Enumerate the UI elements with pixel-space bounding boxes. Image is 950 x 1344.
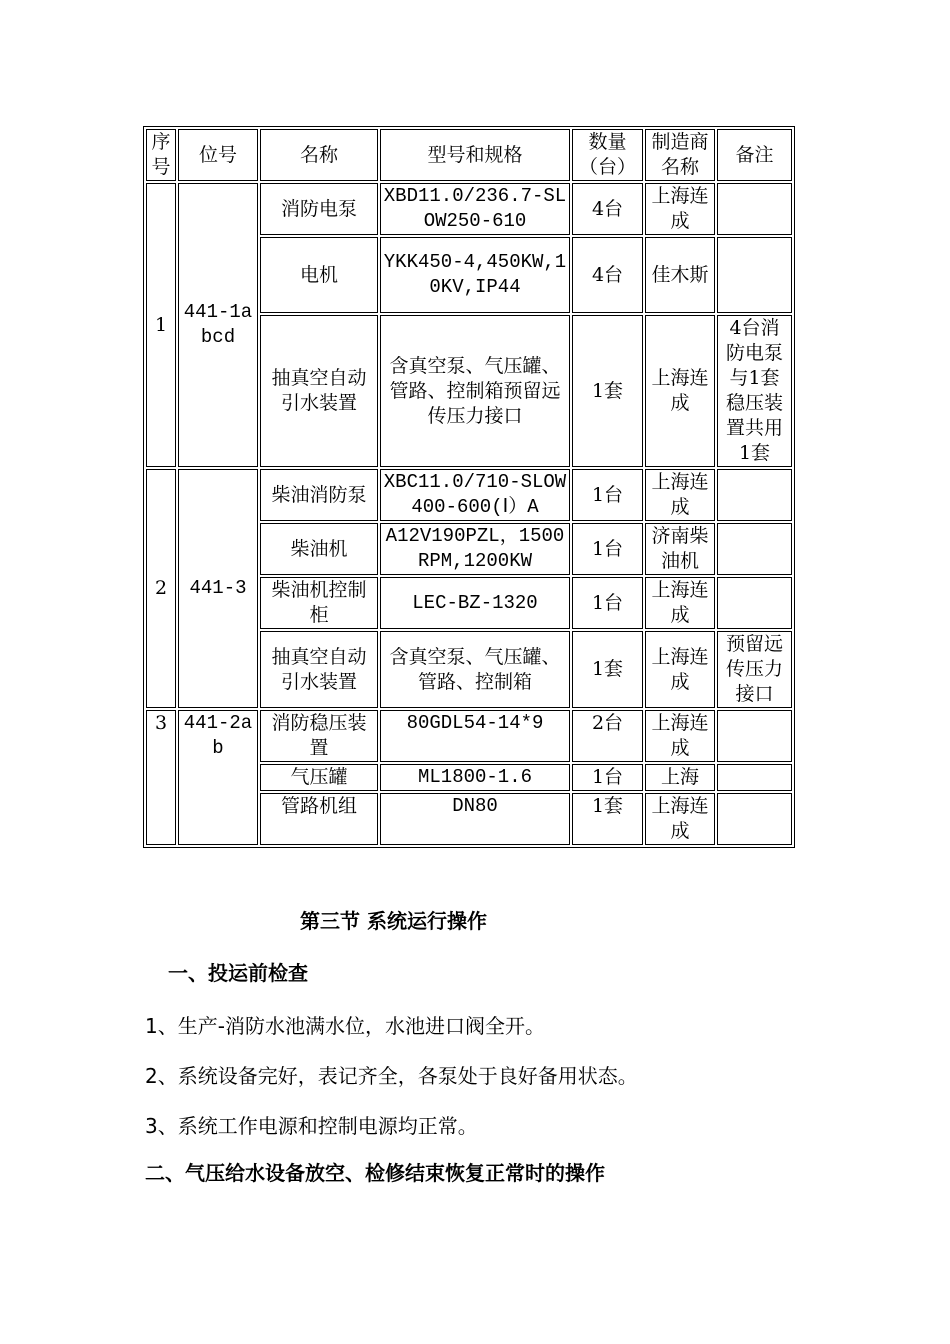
cell-qty: 2台 bbox=[572, 710, 643, 762]
cell-model: 含真空泵、气压罐、管路、控制箱预留远传压力接口 bbox=[380, 315, 570, 467]
cell-model: 80GDL54-14*9 bbox=[380, 710, 570, 762]
cell-model: ML1800-1.6 bbox=[380, 764, 570, 791]
cell-name: 消防稳压装置 bbox=[260, 710, 378, 762]
header-maker: 制造商名称 bbox=[645, 129, 715, 181]
table-row bbox=[146, 710, 792, 762]
group-tag: 441-2ab bbox=[178, 710, 258, 845]
heading-recovery-operation: 二、气压给水设备放空、检修结束恢复正常时的操作 bbox=[145, 1161, 605, 1185]
cell-name: 柴油机 bbox=[260, 523, 378, 575]
cell-note bbox=[717, 237, 792, 313]
table-row bbox=[146, 469, 792, 521]
header-qty: 数量（台） bbox=[572, 129, 643, 181]
cell-note bbox=[717, 183, 792, 235]
cell-name: 气压罐 bbox=[260, 764, 378, 791]
cell-qty: 1台 bbox=[572, 577, 643, 629]
cell-maker: 上海连成 bbox=[645, 710, 715, 762]
cell-note bbox=[717, 469, 792, 521]
cell-name: 抽真空自动引水装置 bbox=[260, 631, 378, 708]
cell-name: 抽真空自动引水装置 bbox=[260, 315, 378, 467]
table-row bbox=[146, 183, 792, 235]
group-tag: 441-1abcd bbox=[178, 183, 258, 467]
list-item: 1、生产-消防水池满水位，水池进口阀全开。 bbox=[145, 1014, 545, 1038]
cell-qty: 1台 bbox=[572, 523, 643, 575]
cell-model: A12V190PZL，1500RPM,1200KW bbox=[380, 523, 570, 575]
cell-qty: 4台 bbox=[572, 237, 643, 313]
group-seq: 1 bbox=[146, 183, 176, 467]
cell-qty: 1套 bbox=[572, 631, 643, 708]
cell-maker: 济南柴油机 bbox=[645, 523, 715, 575]
cell-note: 预留远传压力接口 bbox=[717, 631, 792, 708]
header-name: 名称 bbox=[260, 129, 378, 181]
cell-maker: 佳木斯 bbox=[645, 237, 715, 313]
cell-note bbox=[717, 793, 792, 845]
cell-note bbox=[717, 764, 792, 791]
cell-qty: 4台 bbox=[572, 183, 643, 235]
cell-note bbox=[717, 710, 792, 762]
cell-model: XBD11.0/236.7-SLOW250-610 bbox=[380, 183, 570, 235]
section-title: 第三节 系统运行操作 bbox=[300, 909, 487, 933]
cell-name: 柴油机控制柜 bbox=[260, 577, 378, 629]
cell-model: DN80 bbox=[380, 793, 570, 845]
cell-model: YKK450-4,450KW,10KV,IP44 bbox=[380, 237, 570, 313]
cell-model: 含真空泵、气压罐、管路、控制箱 bbox=[380, 631, 570, 708]
cell-model: LEC-BZ-1320 bbox=[380, 577, 570, 629]
cell-qty: 1套 bbox=[572, 793, 643, 845]
list-item: 3、系统工作电源和控制电源均正常。 bbox=[145, 1114, 478, 1138]
header-note: 备注 bbox=[717, 129, 792, 181]
cell-maker: 上海 bbox=[645, 764, 715, 791]
equipment-table bbox=[143, 126, 795, 848]
group-seq: 3 bbox=[146, 710, 176, 845]
cell-note: 4台消防电泵与1套稳压装置共用1套 bbox=[717, 315, 792, 467]
cell-maker: 上海连成 bbox=[645, 315, 715, 467]
cell-note bbox=[717, 577, 792, 629]
cell-qty: 1台 bbox=[572, 764, 643, 791]
cell-name: 消防电泵 bbox=[260, 183, 378, 235]
cell-name: 电机 bbox=[260, 237, 378, 313]
cell-maker: 上海连成 bbox=[645, 631, 715, 708]
cell-name: 管路机组 bbox=[260, 793, 378, 845]
table-header-row bbox=[146, 129, 792, 181]
cell-name: 柴油消防泵 bbox=[260, 469, 378, 521]
cell-note bbox=[717, 523, 792, 575]
group-tag: 441-3 bbox=[178, 469, 258, 708]
heading-pre-check: 一、投运前检查 bbox=[168, 961, 308, 985]
group-seq: 2 bbox=[146, 469, 176, 708]
cell-maker: 上海连成 bbox=[645, 183, 715, 235]
header-model: 型号和规格 bbox=[380, 129, 570, 181]
list-item: 2、系统设备完好，表记齐全，各泵处于良好备用状态。 bbox=[145, 1064, 638, 1088]
cell-qty: 1套 bbox=[572, 315, 643, 467]
cell-qty: 1台 bbox=[572, 469, 643, 521]
cell-maker: 上海连成 bbox=[645, 469, 715, 521]
cell-model: XBC11.0/710-SLOW400-600(Ⅰ）A bbox=[380, 469, 570, 521]
cell-maker: 上海连成 bbox=[645, 577, 715, 629]
header-tag: 位号 bbox=[178, 129, 258, 181]
cell-maker: 上海连成 bbox=[645, 793, 715, 845]
header-seq: 序号 bbox=[146, 129, 176, 181]
